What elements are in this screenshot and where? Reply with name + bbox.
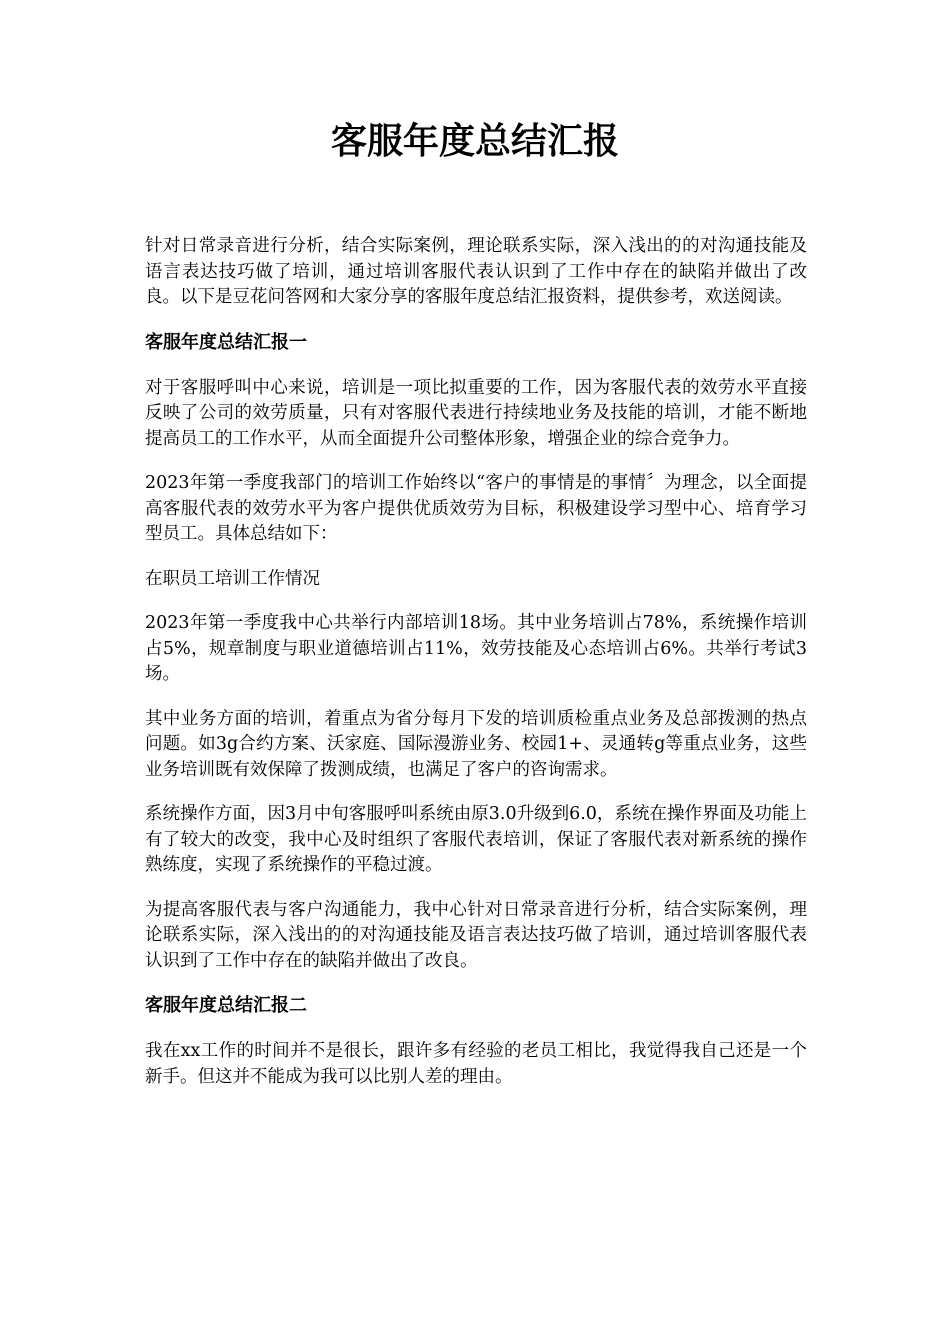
section-2-heading: 客服年度总结汇报二 <box>145 995 307 1016</box>
intro-paragraph: 针对日常录音进行分析，结合实际案例，理论联系实际，深入浅出的的对沟通技能及语言表达技巧做了培训，通过培训客服代表认识到了工作中存在的缺陷并做出了改良。以下是豆花问答网和大家分享的客服年度总结汇报资料，提供参考，欢送阅读。 <box>145 236 807 307</box>
section-1-paragraph: 对于客服呼叫中心来说，培训是一项比拟重要的工作，因为客服代表的效劳水平直接反映了公司的效劳质量，只有对客服代表进行持续地业务及技能的培训，才能不断地提高员工的工作水平，从而全面提升公司整体形象，增强企业的综合竞争力。 <box>145 377 807 449</box>
section-1-paragraph: 系统操作方面，因3月中旬客服呼叫系统由原3.0升级到6.0，系统在操作界面及功能上有了较大的改变，我中心及时组织了客服代表培训，保证了客服代表对新系统的操作熟练度，实现了系统操作的平稳过渡。 <box>145 804 807 875</box>
section-1-heading: 客服年度总结汇报一 <box>145 331 307 353</box>
section-1-paragraph: 为提高客服代表与客户沟通能力，我中心针对日常录音进行分析，结合实际案例，理论联系实际，深入浅出的的对沟通技能及语言表达技巧做了培训，通过培训客服代表认识到了工作中存在的缺陷并做出了改良。 <box>145 899 807 971</box>
section-1-paragraph: 其中业务方面的培训，着重点为省分每月下发的培训质检重点业务及总部拨测的热点问题。如3g合约方案、沃家庭、国际漫游业务、校园1+、灵通转g等重点业务，这些业务培训既有效保障了拨测成绩，也满足了客户的咨询需求。 <box>145 708 807 780</box>
section-2-paragraph: 我在xx工作的时间并不是很长，跟许多有经验的老员工相比，我觉得我自己还是一个新手。但这并不能成为我可以比别人差的理由。 <box>145 1041 807 1087</box>
document-body <box>145 234 807 1109</box>
section-1-paragraph: 2023年第一季度我部门的培训工作始终以“客户的事情是的事情〞为理念，以全面提高客服代表的效劳水平为客户提供优质效劳为目标，积极建设学习型中心、培育学习型员工。具体总结如下： <box>145 473 807 544</box>
document-title: 客服年度总结汇报 <box>330 121 619 162</box>
section-1-subheading: 在职员工培训工作情况 <box>145 568 320 589</box>
section-1-paragraph: 2023年第一季度我中心共举行内部培训18场。其中业务培训占78%，系统操作培训占5%，规章制度与职业道德培训占11%，效劳技能及心态培训占6%。共举行考试3场。 <box>145 613 807 684</box>
